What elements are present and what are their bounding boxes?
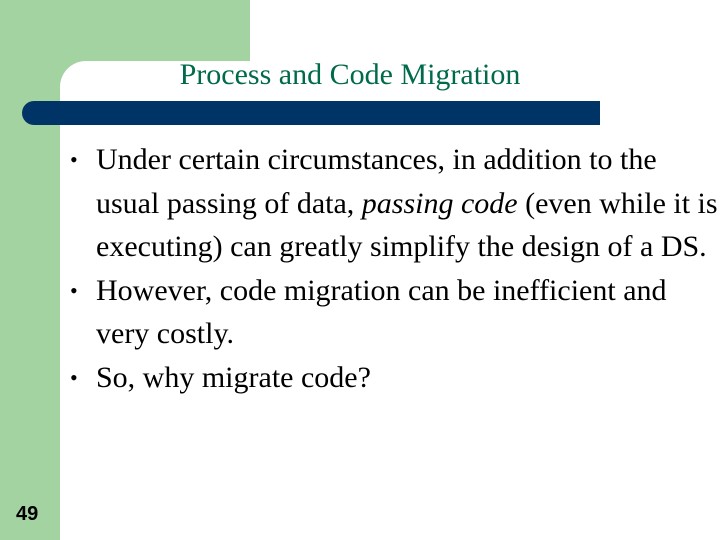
bullet-list xyxy=(70,138,720,399)
title-bar xyxy=(22,101,600,125)
bullet-item xyxy=(70,269,720,356)
slide-title: Process and Code Migration xyxy=(179,58,521,91)
bullet-icon: • xyxy=(70,364,78,390)
bullet-text-end: (even while it is executing) can greatly simplify the design of a DS. xyxy=(96,186,718,263)
bullet-icon: • xyxy=(70,277,78,303)
bullet-text: However, code migration can be inefficient and very costly. xyxy=(96,273,667,350)
bullet-text: Under certain circumstances, in addition to the usual passing of data, xyxy=(96,143,657,220)
bullet-icon: • xyxy=(70,147,78,172)
slide-number: 49 xyxy=(16,503,39,525)
bullet-item xyxy=(70,356,720,400)
bullet-text: So, why migrate code? xyxy=(96,360,371,394)
bullet-emphasis: passing code xyxy=(361,186,518,220)
bullet-item xyxy=(70,138,720,269)
